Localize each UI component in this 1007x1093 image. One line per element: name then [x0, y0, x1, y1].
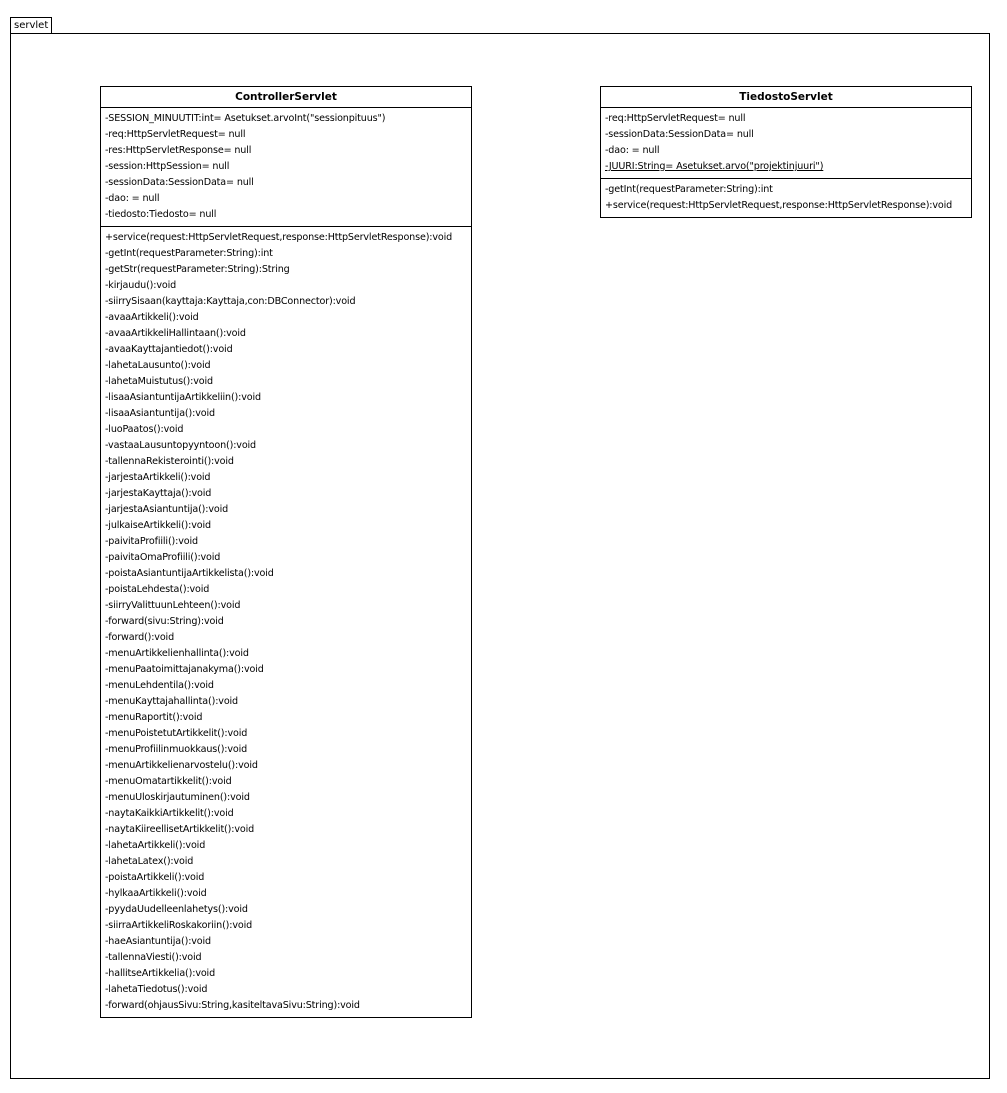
attribute-row: -sessionData:SessionData= null	[605, 129, 754, 140]
operation-row: -poistaAsiantuntijaArtikkelista():void	[105, 568, 274, 579]
operation-row: -menuRaportit():void	[105, 712, 203, 723]
attribute-row: -req:HttpServletRequest= null	[605, 113, 746, 124]
operation-row: -lahetaMuistutus():void	[105, 376, 213, 387]
operation-row: -hylkaaArtikkeli():void	[105, 888, 207, 899]
package-name: servlet	[14, 20, 49, 31]
operation-row: -forward(sivu:String):void	[105, 616, 224, 627]
attribute-row: -JUURI:String= Asetukset.arvo("projektinjuuri")	[605, 161, 824, 172]
attributes-compartment	[601, 108, 971, 178]
operation-row: -forward(ohjausSivu:String,kasiteltavaSivu:String):void	[105, 1000, 360, 1011]
attribute-row: -req:HttpServletRequest= null	[105, 129, 246, 140]
operation-row: -kirjaudu():void	[105, 280, 177, 291]
operation-row: -vastaaLausuntopyyntoon():void	[105, 440, 257, 451]
operation-row: +service(request:HttpServletRequest,response:HttpServletResponse):void	[105, 232, 453, 243]
operation-row: -menuArtikkelienhallinta():void	[105, 648, 249, 659]
operation-row: -menuKayttajahallinta():void	[105, 696, 238, 707]
operation-row: -siirrySisaan(kayttaja:Kayttaja,con:DBConnector):void	[105, 296, 356, 307]
operation-row: -getInt(requestParameter:String):int	[605, 184, 773, 195]
operation-row: -lahetaArtikkeli():void	[105, 840, 206, 851]
operation-row: -poistaArtikkeli():void	[105, 872, 205, 883]
operation-row: -paivitaOmaProfiili():void	[105, 552, 221, 563]
attribute-row: -SESSION_MINUUTIT:int= Asetukset.arvoInt("sessionpituus")	[105, 113, 386, 124]
attribute-row: -session:HttpSession= null	[105, 161, 230, 172]
class-name: ControllerServlet	[101, 87, 471, 108]
package-tab	[10, 17, 52, 33]
operation-row: -poistaLehdesta():void	[105, 584, 210, 595]
operations-compartment	[101, 226, 471, 1017]
operation-row: -luoPaatos():void	[105, 424, 184, 435]
attribute-row: -tiedosto:Tiedosto= null	[105, 209, 217, 220]
attribute-row: -res:HttpServletResponse= null	[105, 145, 252, 156]
operation-row: -haeAsiantuntija():void	[105, 936, 211, 947]
operation-row: -jarjestaAsiantuntija():void	[105, 504, 229, 515]
operation-row: -menuProfiilinmuokkaus():void	[105, 744, 248, 755]
operation-row: -lisaaAsiantuntija():void	[105, 408, 215, 419]
class-box-controller-servlet[interactable]	[100, 86, 472, 1018]
operation-row: -avaaArtikkeli():void	[105, 312, 199, 323]
operation-row: -pyydaUudelleenlahetys():void	[105, 904, 248, 915]
operation-row: -menuPaatoimittajanakyma():void	[105, 664, 264, 675]
operation-row: -siirryValittuunLehteen():void	[105, 600, 241, 611]
operation-row: -getStr(requestParameter:String):String	[105, 264, 290, 275]
operation-row: -lisaaAsiantuntijaArtikkeliin():void	[105, 392, 261, 403]
operation-row: -lahetaLausunto():void	[105, 360, 211, 371]
operation-row: +service(request:HttpServletRequest,response:HttpServletResponse):void	[605, 200, 953, 211]
operation-row: -hallitseArtikkelia():void	[105, 968, 216, 979]
operation-row: -siirraArtikkeliRoskakoriin():void	[105, 920, 253, 931]
operation-row: -jarjestaKayttaja():void	[105, 488, 212, 499]
operation-row: -naytaKiireellisetArtikkelit():void	[105, 824, 255, 835]
class-name: TiedostoServlet	[601, 87, 971, 108]
operation-row: -lahetaLatex():void	[105, 856, 194, 867]
attributes-compartment	[101, 108, 471, 226]
operation-row: -avaaKayttajantiedot():void	[105, 344, 233, 355]
operation-row: -lahetaTiedotus():void	[105, 984, 208, 995]
attribute-row: -sessionData:SessionData= null	[105, 177, 254, 188]
operation-row: -menuLehdentila():void	[105, 680, 214, 691]
operation-row: -forward():void	[105, 632, 175, 643]
operation-row: -menuOmatartikkelit():void	[105, 776, 232, 787]
operation-row: -naytaKaikkiArtikkelit():void	[105, 808, 234, 819]
operation-row: -jarjestaArtikkeli():void	[105, 472, 211, 483]
operations-compartment	[601, 178, 971, 217]
attribute-row: -dao: = null	[605, 145, 660, 156]
operation-row: -menuPoistetutArtikkelit():void	[105, 728, 248, 739]
operation-row: -menuArtikkelienarvostelu():void	[105, 760, 258, 771]
attribute-row: -dao: = null	[105, 193, 160, 204]
operation-row: -julkaiseArtikkeli():void	[105, 520, 211, 531]
operation-row: -paivitaProfiili():void	[105, 536, 198, 547]
operation-row: -menuUloskirjautuminen():void	[105, 792, 250, 803]
operation-row: -tallennaRekisterointi():void	[105, 456, 234, 467]
operation-row: -getInt(requestParameter:String):int	[105, 248, 273, 259]
operation-row: -avaaArtikkeliHallintaan():void	[105, 328, 246, 339]
class-box-tiedosto-servlet[interactable]	[600, 86, 972, 218]
operation-row: -tallennaViesti():void	[105, 952, 202, 963]
